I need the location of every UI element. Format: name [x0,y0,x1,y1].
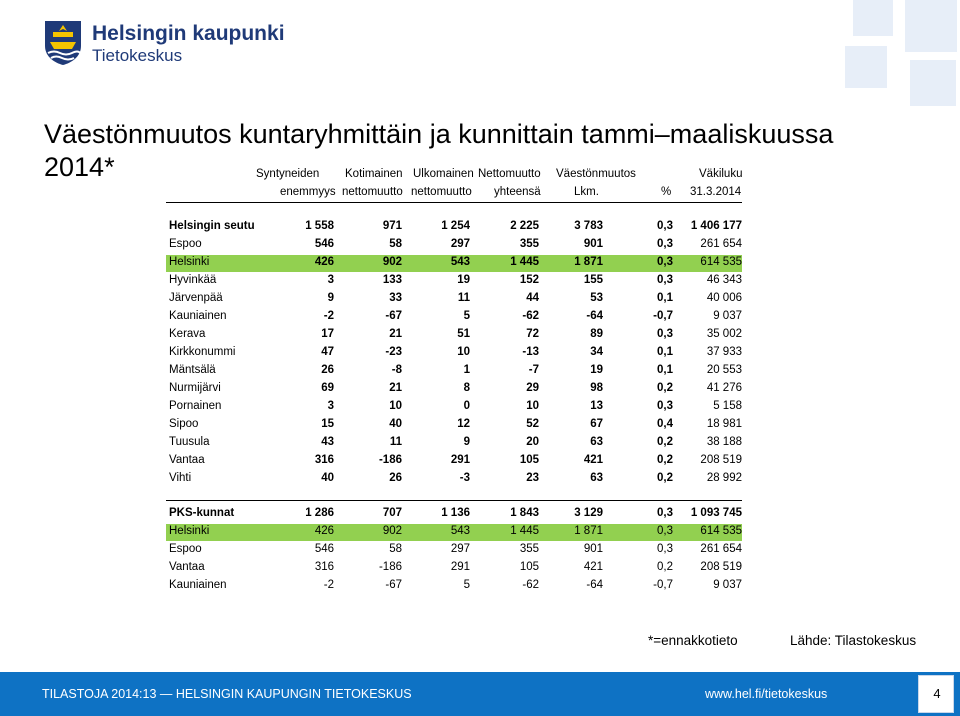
logo-title: Helsingin kaupunki [92,22,285,45]
row-value: 614 535 [700,525,742,537]
row-value: 18 981 [706,418,742,430]
row-value: 208 519 [700,454,742,466]
row-value: 901 [583,238,603,250]
row-value: -67 [385,310,402,322]
row-value: -67 [385,579,402,591]
row-value: 23 [526,472,539,484]
row-value: 421 [583,454,603,466]
row-name: Vantaa [169,454,205,466]
table-row [166,578,742,595]
row-value: 0,2 [657,382,673,394]
row-value: 40 006 [706,292,742,304]
row-value: 2 225 [510,220,539,232]
col-header-domestic: Kotimainen [345,168,403,180]
row-value: 37 933 [706,346,742,358]
table-row [166,453,742,470]
row-value: 0,3 [657,220,673,232]
table-row [166,255,742,272]
row-name: PKS-kunnat [169,507,235,519]
row-value: 9 037 [713,310,742,322]
row-value: 69 [321,382,334,394]
row-value: -186 [378,561,402,573]
row-name: Järvenpää [169,292,223,304]
row-value: 0,3 [657,507,673,519]
row-value: 21 [389,382,402,394]
col-header-foreign-sub: nettomuutto [411,186,472,198]
row-value: 58 [389,543,402,555]
row-value: 10 [457,346,470,358]
row-name: Espoo [169,238,202,250]
table-row [166,435,742,452]
row-name: Nurmijärvi [169,382,221,394]
col-header-change: Väestönmuutos [556,168,636,180]
row-value: 15 [321,418,334,430]
row-value: 9 [463,436,470,448]
row-value: 0,3 [657,328,673,340]
row-value: -2 [323,310,334,322]
row-value: 297 [450,543,470,555]
row-value: 614 535 [700,256,742,268]
row-value: 901 [583,543,603,555]
col-header-domestic-sub: nettomuutto [342,186,403,198]
row-value: 155 [583,274,603,286]
row-value: 426 [314,525,334,537]
row-value: 546 [314,543,334,555]
row-value: -23 [385,346,402,358]
row-name: Kirkkonummi [169,346,236,358]
footer-url-link[interactable]: www.hel.fi/tietokeskus [705,687,828,701]
col-header-births-sub: enemmyys [280,186,336,198]
header-rule [166,202,742,203]
row-value: 13 [590,400,603,412]
row-value: 902 [382,525,402,537]
section-rule [166,500,742,501]
row-value: 297 [450,238,470,250]
row-value: 0,3 [657,400,673,412]
col-header-population-date: 31.3.2014 [690,186,742,198]
row-value: 0,2 [657,454,673,466]
row-value: 0,4 [657,418,673,430]
row-value: -0,7 [653,310,673,322]
logo-subtitle: Tietokeskus [92,46,183,65]
row-name: Kauniainen [169,579,227,591]
row-value: 543 [450,525,470,537]
row-value: 0,3 [657,274,673,286]
row-name: Vihti [169,472,192,484]
row-value: 0,2 [657,436,673,448]
row-value: 5 [463,579,470,591]
row-value: 3 783 [574,220,603,232]
row-name: Tuusula [169,436,210,448]
page-number: 4 [933,686,941,701]
row-value: 0,3 [657,256,673,268]
table-row [166,363,742,380]
row-value: 63 [590,436,603,448]
row-value: 41 276 [706,382,742,394]
row-value: 89 [590,328,603,340]
row-value: 0,2 [657,561,673,573]
row-value: 1 286 [305,507,334,519]
decor-square [853,0,893,36]
row-value: 9 037 [713,579,742,591]
row-value: 546 [314,238,334,250]
table-row [166,309,742,326]
row-value: 3 129 [574,507,603,519]
row-value: 1 558 [305,220,334,232]
row-value: -0,7 [653,579,673,591]
row-value: 1 136 [441,507,470,519]
row-value: -62 [522,579,539,591]
row-value: 152 [519,274,539,286]
col-header-foreign: Ulkomainen [413,168,474,180]
footer-bar [0,672,960,716]
row-value: 421 [583,561,603,573]
decor-square [905,0,957,52]
row-value: 316 [314,454,334,466]
decor-square [845,46,887,88]
table-row [166,291,742,308]
row-value: 971 [382,220,402,232]
row-value: -7 [528,364,539,376]
row-value: 19 [457,274,470,286]
row-value: 20 553 [706,364,742,376]
row-value: 40 [321,472,334,484]
row-value: 355 [519,543,539,555]
row-value: -64 [586,579,603,591]
row-value: 0,1 [657,364,673,376]
row-value: 11 [457,292,470,304]
row-value: 1 871 [574,525,603,537]
row-name: Hyvinkää [169,274,217,286]
row-value: 0,3 [657,525,673,537]
table-row [166,506,742,523]
col-header-change-percent: % [661,186,672,198]
col-header-births: Syntyneiden [256,168,320,180]
row-value: 707 [382,507,402,519]
row-name: Kerava [169,328,206,340]
row-value: -186 [378,454,402,466]
col-header-net-sub: yhteensä [494,186,541,198]
row-value: 26 [321,364,334,376]
row-value: 0,3 [657,543,673,555]
table-row [166,327,742,344]
row-value: 8 [463,382,470,394]
row-value: 5 [463,310,470,322]
row-value: 0,2 [657,472,673,484]
row-value: 0,1 [657,292,673,304]
row-value: -3 [459,472,470,484]
row-value: 21 [389,328,402,340]
row-value: 28 992 [706,472,742,484]
row-value: 105 [519,454,539,466]
row-name: Helsinki [169,525,210,537]
row-value: 58 [389,238,402,250]
row-name: Espoo [169,543,202,555]
row-value: 33 [389,292,402,304]
row-value: 1 093 745 [690,507,742,519]
page-number-box [918,675,954,713]
row-value: 291 [450,561,470,573]
table-row [166,399,742,416]
row-value: 12 [457,418,470,430]
row-value: 426 [314,256,334,268]
row-value: 1 254 [441,220,470,232]
row-value: 261 654 [700,543,742,555]
row-value: 51 [457,328,470,340]
row-value: 1 871 [574,256,603,268]
row-name: Pornainen [169,400,222,412]
row-value: 261 654 [700,238,742,250]
row-name: Mäntsälä [169,364,216,376]
row-value: 98 [590,382,603,394]
row-value: 291 [450,454,470,466]
table-row [166,345,742,362]
row-value: 44 [526,292,539,304]
row-value: 10 [526,400,539,412]
decor-square [910,60,956,106]
row-value: -8 [391,364,402,376]
row-value: 1 843 [510,507,539,519]
row-name: Kauniainen [169,310,227,322]
row-value: 1 445 [510,256,539,268]
row-value: 1 445 [510,525,539,537]
row-value: 11 [389,436,402,448]
row-name: Sipoo [169,418,199,430]
row-value: 9 [327,292,334,304]
row-value: 316 [314,561,334,573]
col-header-change-count: Lkm. [574,186,599,198]
table-row [166,273,742,290]
row-value: 38 188 [706,436,742,448]
row-value: 3 [327,400,334,412]
row-value: 5 158 [713,400,742,412]
row-value: 35 002 [706,328,742,340]
table-row [166,219,742,236]
col-header-net: Nettomuutto [478,168,541,180]
row-value: 72 [526,328,539,340]
helsinki-crest-icon [44,20,82,66]
row-value: 67 [590,418,603,430]
row-value: 26 [389,472,402,484]
row-value: 3 [327,274,334,286]
table-row [166,560,742,577]
row-value: 47 [321,346,334,358]
row-name: Helsingin seutu [169,220,255,232]
col-header-population: Väkiluku [699,168,743,180]
row-value: 19 [590,364,603,376]
source-note: Lähde: Tilastokeskus [790,633,917,648]
row-value: 20 [526,436,539,448]
table-row [166,381,742,398]
row-value: -64 [586,310,603,322]
table-row [166,237,742,254]
row-value: 208 519 [700,561,742,573]
table-row [166,524,742,541]
row-value: 0 [463,400,470,412]
row-value: 902 [382,256,402,268]
row-value: 1 [463,364,470,376]
row-value: -62 [522,310,539,322]
row-name: Helsinki [169,256,210,268]
row-value: -13 [522,346,539,358]
footer-publication: TILASTOJA 2014:13 — HELSINGIN KAUPUNGIN TIETOKESKUS [42,687,412,701]
estimate-note: *=ennakkotieto [648,633,738,648]
table-row [166,417,742,434]
row-value: 355 [519,238,539,250]
row-value: 0,1 [657,346,673,358]
row-value: 40 [389,418,402,430]
row-value: 133 [382,274,402,286]
row-value: 46 343 [706,274,742,286]
row-value: 17 [321,328,334,340]
row-value: 543 [450,256,470,268]
row-value: 34 [590,346,603,358]
row-value: 105 [519,561,539,573]
title-line-1: Väestönmuutos kuntaryhmittäin ja kunnittain tammi–maaliskuussa [44,119,834,149]
row-value: 1 406 177 [690,220,742,232]
row-name: Vantaa [169,561,205,573]
row-value: 63 [590,472,603,484]
table-row [166,542,742,559]
row-value: 10 [389,400,402,412]
row-value: 43 [321,436,334,448]
table-row [166,471,742,488]
row-value: 29 [526,382,539,394]
row-value: 52 [526,418,539,430]
row-value: 0,3 [657,238,673,250]
row-value: 53 [590,292,603,304]
row-value: -2 [323,579,334,591]
title-line-2: 2014* [44,152,115,182]
